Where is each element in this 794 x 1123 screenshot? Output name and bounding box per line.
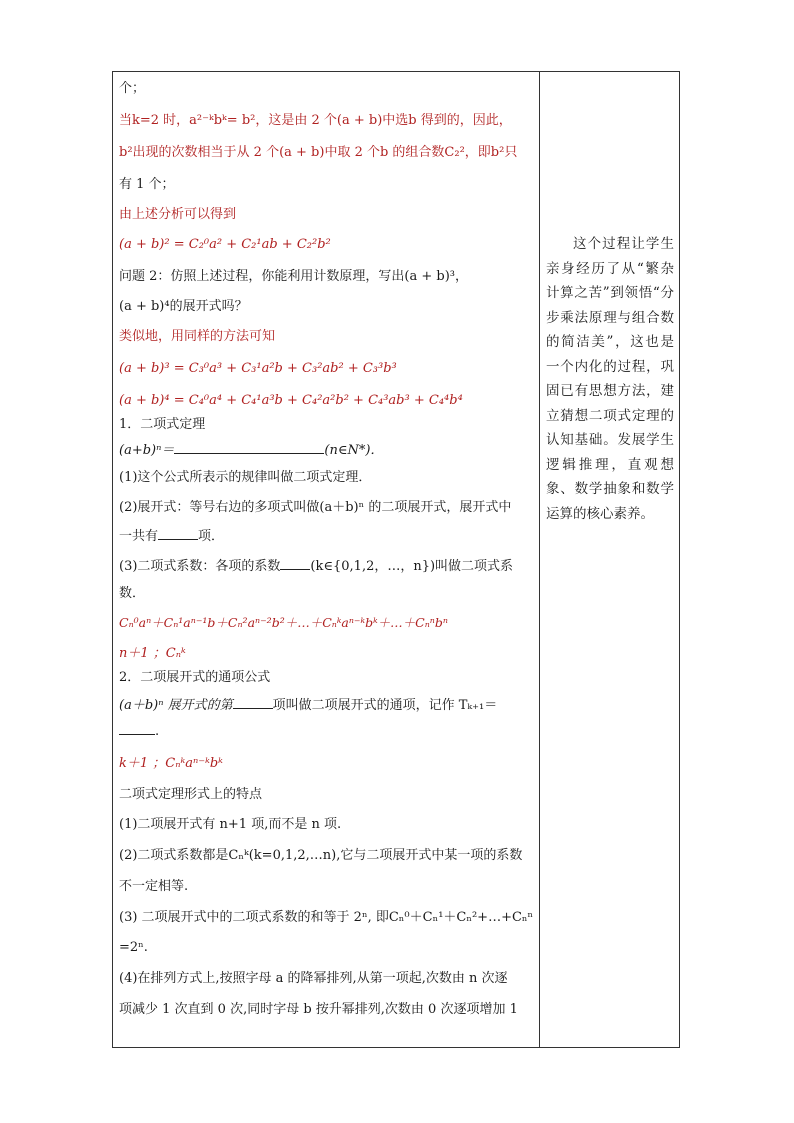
text-line [119,557,513,576]
formula-text: (n∈N*)． [324,443,384,458]
text-line: 类似地，用同样的方法可知 [119,329,276,344]
fill-blank [119,722,155,735]
text-span: 项叫做二项展开式的通项，记作 Tₖ₊₁＝ [272,698,498,713]
formula-line: (a + b)³ = C₃⁰a³ + C₃¹a²b + C₃²ab² + C₃³b³ [119,361,397,376]
answer-line: n＋1 ；Cₙᵏ [119,646,186,661]
text-line: 有 1 个； [119,177,175,192]
text-line: (4)在排列方式上,按照字母 a 的降幂排列,从第一项起,次数由 n 次逐 [119,971,508,986]
text-line [119,722,159,741]
text-span: (a＋b)ⁿ 展开式的第 [119,698,233,713]
text-line: (1)这个公式所表示的规律叫做二项式定理． [119,470,372,485]
section-heading: 1．二项式定理 [119,417,206,432]
text-line [119,696,497,715]
text-span: (3)二项式系数：各项的系数 [119,559,281,574]
text-line: 二项式定理形式上的特点 [119,787,263,802]
formula-line: (a + b)⁴ = C₄⁰a⁴ + C₄¹a³b + C₄²a²b² + C₄³ab³ + C₄⁴b⁴ [119,393,463,408]
text-span: (k∈{0,1,2，…，n})叫做二项式系 [310,559,514,574]
text-span: . [155,724,160,739]
text-span: 项． [198,529,225,544]
formula-text: (a+b)ⁿ＝ [119,443,175,458]
text-line [119,527,224,546]
fill-blank [280,557,310,570]
text-line: b²出现的次数相当于从 2 个(a + b)中取 2 个b 的组合数C₂²，即b²只 [119,145,518,160]
text-line: (1)二项展开式有 n+1 项,而不是 n 项. [119,817,342,832]
text-line: (2)二项式系数都是Cₙᵏ(k=0,1,2,…n),它与二项展开式中某一项的系数 [119,848,523,863]
text-line: 当k=2 时，a²⁻ᵏbᵏ= b²，这是由 2 个(a + b)中选b 得到的，因此， [119,113,512,128]
text-line: 项减少 1 次直到 0 次,同时字母 b 按升幂排列,次数由 0 次逐项增加 1 [119,1002,518,1017]
text-span: 一共有 [119,529,159,544]
text-line: 问题 2：仿照上述过程，你能利用计数原理，写出(a + b)³， [119,269,468,284]
answer-line: Cₙ⁰aⁿ＋Cₙ¹aⁿ⁻¹b＋Cₙ²aⁿ⁻²b²＋…＋Cₙᵏaⁿ⁻ᵏbᵏ＋…＋Cₙⁿbⁿ [119,615,448,630]
text-line: =2ⁿ. [119,940,148,955]
text-line [119,441,383,460]
fill-blank [233,696,273,709]
column-divider [539,71,540,1048]
formula-line: (a + b)² = C₂⁰a² + C₂¹ab + C₂²b² [119,237,331,252]
text-line: 不一定相等. [119,879,189,894]
text-line: (3) 二项展开式中的二项式系数的和等于 2ⁿ, 即Cₙ⁰＋Cₙ¹＋Cₙ²+…+Cₙⁿ [119,910,534,925]
design-note: 这个过程让学生亲身经历了从“繁杂计算之苦”到领悟“分步乘法原理与组合数的简洁美”，这也是一个内化的过程，巩固已有思想方法，建立猜想二项式定理的认知基础。发展学生逻辑推理，直观想象、数学抽象和数学运算的核心素养。 [546,236,674,522]
answer-line: k＋1 ；Cₙᵏaⁿ⁻ᵏbᵏ [119,756,223,771]
section-heading: 2．二项展开式的通项公式 [119,670,271,685]
text-line: 个； [119,81,146,96]
text-line: (a + b)⁴的展开式吗？ [119,299,248,314]
fill-blank [174,441,324,454]
fill-blank [158,527,198,540]
left-column [119,72,537,1047]
right-column [546,232,674,526]
text-line: (2)展开式：等号右边的多项式叫做(a＋b)ⁿ 的二项展开式，展开式中 [119,500,512,515]
text-line: 由上述分析可以得到 [119,207,237,222]
text-line: 数． [119,586,146,601]
